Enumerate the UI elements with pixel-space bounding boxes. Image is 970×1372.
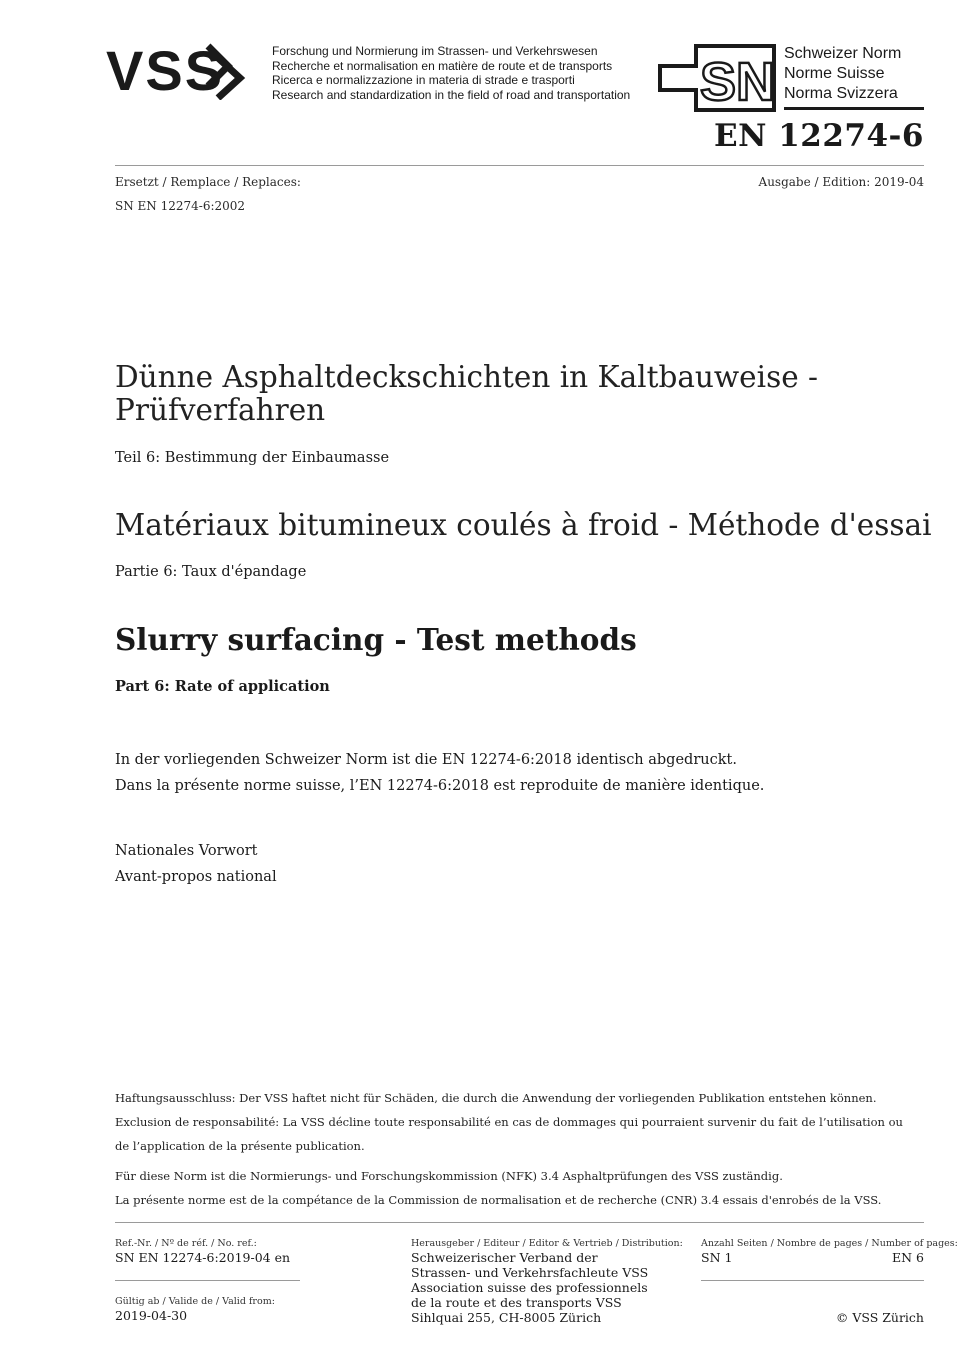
ref-value: SN EN 12274-6:2019-04 en [115,1250,291,1265]
pages-sn: SN 1 [701,1250,733,1265]
ref-divider [115,1280,300,1281]
title-en: Slurry surfacing - Test methods [115,622,637,657]
disclaimer-fr-line-2: de l’application de la présente publication. [115,1139,365,1153]
identical-note-fr: Dans la présente norme suisse, l’EN 12274-6:2018 est reproduite de manière identique. [115,778,765,794]
pages-label: Anzahl Seiten / Nombre de pages / Number of pages: [701,1238,958,1249]
footer-divider [115,1222,924,1223]
title-de-line-2: Prüfverfahren [115,393,326,427]
sn-underline [784,107,924,110]
publisher-line-5: Sihlquai 255, CH-8005 Zürich [411,1310,602,1325]
disclaimer-de: Haftungsausschluss: Der VSS haftet nicht für Schäden, die durch die Anwendung der vorliegenden Publikation entstehen können. [115,1091,877,1105]
vss-tagline-it: Ricerca e normalizzazione in materia di strade e trasporti [272,73,575,87]
title-de-line-1: Dünne Asphaltdeckschichten in Kaltbauweise - [115,360,819,394]
vss-logo [104,38,264,100]
title-de [115,361,818,427]
identical-note-de: In der vorliegenden Schweizer Norm ist die EN 12274-6:2018 identisch abgedruckt. [115,752,737,768]
sn-name-it: Norma Svizzera [784,85,898,102]
replaces-value: SN EN 12274-6:2002 [115,199,246,213]
valid-value: 2019-04-30 [115,1308,188,1323]
committee-de: Für diese Norm ist die Normierungs- und Forschungskommission (NFK) 3.4 Asphaltprüfungen des VSS zuständig. [115,1169,783,1183]
committee-fr: La présente norme est de la compétance de la Commission de normalisation et de recherche (CNR) 3.4 essais d'enrobés de la VSS. [115,1193,882,1207]
sn-name-de: Schweizer Norm [784,45,902,62]
copyright: © VSS Zürich [835,1310,924,1325]
publisher-line-1: Schweizerischer Verband der [411,1250,598,1265]
title-fr: Matériaux bitumineux coulés à froid - Méthode d'essai [115,508,932,542]
national-foreword-fr: Avant-propos national [115,869,277,885]
vss-tagline-en: Research and standardization in the field of road and transportation [272,87,631,102]
publisher-line-2: Strassen- und Verkehrsfachleute VSS [411,1265,649,1280]
edition-label: Ausgabe / Edition: 2019-04 [758,175,924,189]
valid-label: Gültig ab / Valide de / Valid from: [115,1296,275,1307]
vss-tagline-fr: Recherche et normalisation en matière de route et de transports [272,58,613,73]
vss-tagline-de: Forschung und Normierung im Strassen- und Verkehrswesen [272,44,598,58]
national-foreword-de: Nationales Vorwort [115,843,258,859]
disclaimer-fr-line-1: Exclusion de responsabilité: La VSS décline toute responsabilité en cas de dommages qui pourraient survenir du fait de l’utilisation ou [115,1115,903,1129]
publisher-label: Herausgeber / Editeur / Editor & Vertrieb / Distribution: [411,1238,683,1249]
publisher-line-3: Association suisse des professionnels [411,1280,648,1295]
sn-names [784,44,901,104]
standard-number: EN 12274-6 [713,118,924,154]
subtitle-en: Part 6: Rate of application [115,678,330,695]
pages-divider [701,1280,924,1281]
vss-tagline [272,44,630,102]
replaces-label: Ersetzt / Remplace / Replaces: [115,175,301,189]
pages-en: EN 6 [892,1250,924,1265]
header-divider [115,165,924,166]
publisher-line-4: de la route et des transports VSS [411,1295,622,1310]
sn-name-fr: Norme Suisse [784,65,885,82]
vss-logo-text: VSS [106,39,225,100]
subtitle-de: Teil 6: Bestimmung der Einbaumasse [115,450,390,466]
sn-logo [656,42,782,114]
sn-logo-text: SN [700,52,776,112]
subtitle-fr: Partie 6: Taux d'épandage [115,564,307,580]
ref-label: Ref.-Nr. / Nº de réf. / No. ref.: [115,1238,257,1249]
